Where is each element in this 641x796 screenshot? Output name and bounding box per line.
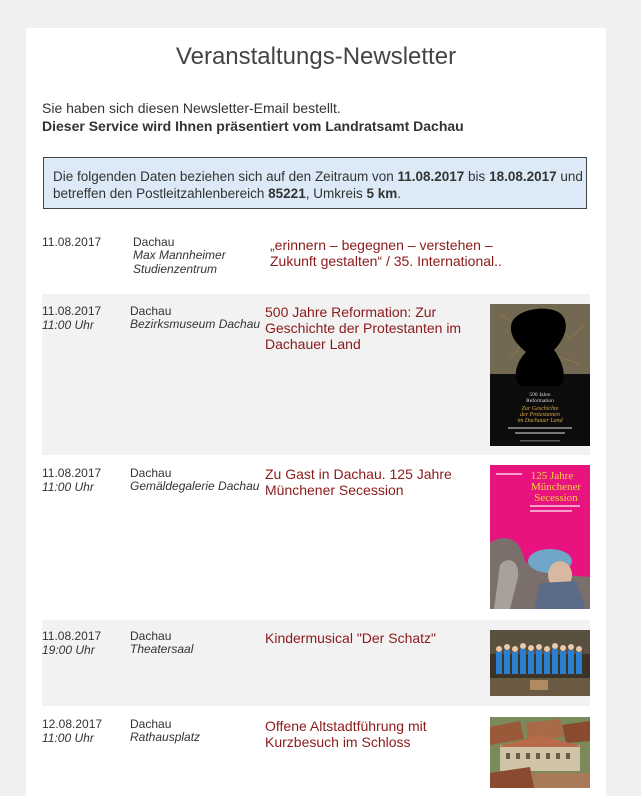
newsletter-title: Veranstaltungs-Newsletter [175, 43, 457, 70]
date-from: 11.08.2017 [397, 169, 465, 184]
event-date: 11.08.2017 [42, 629, 102, 643]
event-row [42, 620, 590, 706]
date-to: 18.08.2017 [489, 169, 557, 184]
event-time: 19:00 Uhr [42, 643, 95, 657]
event-time: 11:00 Uhr [42, 318, 94, 332]
intro-text: Sie haben sich diesen Newsletter-Email bestellt. [42, 100, 341, 116]
event-title-link[interactable]: Zu Gast in Dachau. 125 Jahre Münchener Secession [265, 466, 452, 498]
info-text: bis [464, 169, 490, 184]
event-city: Dachau [133, 235, 175, 249]
secession-poster-image[interactable] [490, 465, 590, 609]
event-venue: Max Mannheimer Studienzentrum [133, 248, 226, 276]
event-row [42, 458, 590, 618]
event-title-link[interactable]: Offene Altstadtführung mit Kurzbesuch im Schloss [265, 718, 427, 750]
date-range-info-box [43, 157, 587, 209]
event-date: 12.08.2017 [42, 717, 103, 731]
event-venue: Theatersaal [130, 642, 194, 656]
event-row [42, 708, 590, 796]
event-venue: Bezirksmuseum Dachau [130, 317, 261, 331]
event-row [42, 294, 590, 455]
event-venue: Gemäldegalerie Dachau [130, 479, 260, 493]
event-date: 11.08.2017 [42, 304, 102, 318]
event-venue: Rathausplatz [130, 730, 201, 744]
event-city: Dachau [130, 304, 172, 318]
info-text: Die folgenden Daten beziehen sich auf den Zeitraum von [53, 169, 398, 184]
old-town-photo-image[interactable] [490, 717, 590, 788]
poster-text: Münchener [530, 481, 582, 493]
zip-code: 85221 [268, 186, 306, 201]
info-text: , Umkreis [305, 186, 367, 201]
poster-text: im Dachauer Land [517, 418, 563, 424]
poster-text: Zur Geschichte [521, 406, 559, 412]
newsletter-page [26, 28, 606, 796]
event-row [42, 227, 590, 289]
event-title-link[interactable]: „erinnern – begegnen – verstehen – Zukunft gestalten“ / 35. International.. [270, 237, 502, 269]
poster-text: Secession [534, 492, 578, 504]
poster-text: der Protestanten [520, 412, 560, 418]
radius: 5 km [366, 186, 398, 201]
poster-text: 500 Jahre [529, 392, 551, 398]
event-city: Dachau [130, 717, 172, 731]
event-time: 11:00 Uhr [42, 480, 94, 494]
musical-photo-image[interactable] [490, 630, 590, 696]
event-title-link[interactable]: 500 Jahre Reformation: Zur Geschichte der Protestanten im Dachauer Land [265, 304, 462, 352]
info-text: . [397, 186, 401, 201]
poster-text: 125 Jahre [530, 470, 574, 482]
event-city: Dachau [130, 629, 172, 643]
event-title-link[interactable]: Kindermusical "Der Schatz" [265, 630, 437, 646]
presented-by-text: Dieser Service wird Ihnen präsentiert vom Landratsamt Dachau [42, 118, 464, 134]
event-time: 11:00 Uhr [42, 731, 94, 745]
poster-text: Reformation [526, 398, 554, 404]
event-city: Dachau [130, 466, 172, 480]
event-date: 11.08.2017 [42, 235, 102, 249]
event-date: 11.08.2017 [42, 466, 102, 480]
reformation-poster-image[interactable] [490, 304, 590, 446]
info-text: und betreffen den Postleitzahlenbereich [53, 169, 583, 201]
